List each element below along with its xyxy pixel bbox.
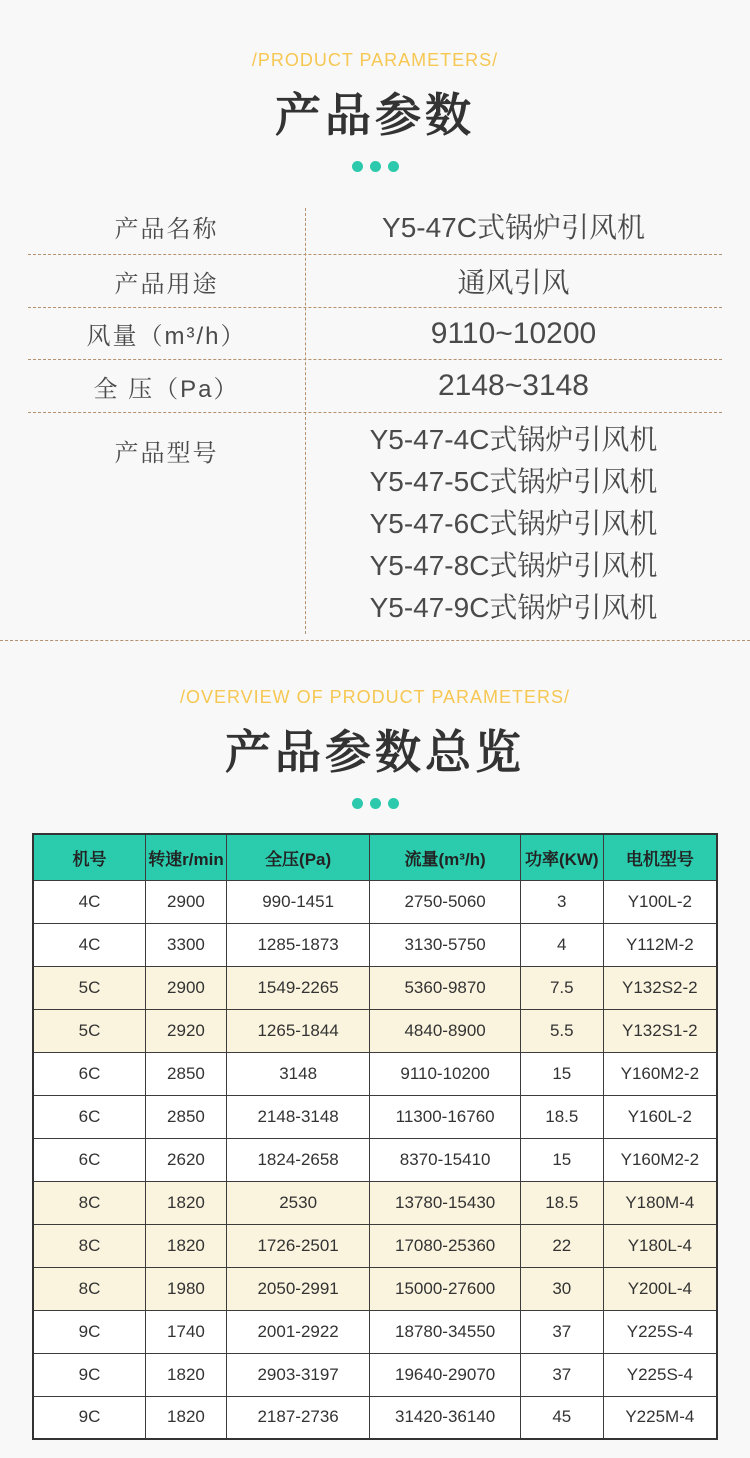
table-cell: 1285-1873	[226, 923, 370, 966]
table-cell: 2001-2922	[226, 1310, 370, 1353]
table-row	[33, 880, 717, 923]
table-cell: 2620	[146, 1138, 227, 1181]
table-cell: 8C	[33, 1267, 146, 1310]
table-cell: 17080-25360	[370, 1224, 521, 1267]
table-cell: 15	[520, 1138, 603, 1181]
product-model: Y5-47-4C式锅炉引风机	[369, 424, 658, 455]
table-cell: 2750-5060	[370, 880, 521, 923]
param-label: 产品用途	[114, 270, 219, 298]
table-cell: 3148	[226, 1052, 370, 1095]
table-cell: 4840-8900	[370, 1009, 521, 1052]
param-row-product-use	[28, 255, 722, 308]
table-header-cell: 全压(Pa)	[226, 834, 370, 880]
param-row-product-name	[28, 198, 722, 255]
section-overview-header	[0, 641, 750, 809]
table-cell: 31420-36140	[370, 1396, 521, 1439]
product-model-list	[305, 413, 722, 629]
table-cell: 2900	[146, 966, 227, 1009]
table-cell: 15	[520, 1052, 603, 1095]
table-cell: 4C	[33, 880, 146, 923]
table-cell: 1980	[146, 1267, 227, 1310]
vertical-dashed-divider	[305, 208, 306, 634]
table-row	[33, 1009, 717, 1052]
table-cell: 18.5	[520, 1181, 603, 1224]
product-model: Y5-47-6C式锅炉引风机	[369, 508, 658, 539]
dot-icon	[352, 798, 363, 809]
accent-dots	[0, 798, 750, 809]
table-row	[33, 966, 717, 1009]
table-row	[33, 1224, 717, 1267]
table-row	[33, 1396, 717, 1439]
table-cell: 11300-16760	[370, 1095, 521, 1138]
dot-icon	[388, 161, 399, 172]
table-row	[33, 1353, 717, 1396]
table-cell: 1740	[146, 1310, 227, 1353]
table-cell: 5C	[33, 1009, 146, 1052]
table-cell: 15000-27600	[370, 1267, 521, 1310]
table-cell: 9C	[33, 1353, 146, 1396]
table-cell: 8370-15410	[370, 1138, 521, 1181]
table-cell: 1820	[146, 1181, 227, 1224]
table-cell: 1820	[146, 1353, 227, 1396]
table-cell: 3	[520, 880, 603, 923]
table-cell: 45	[520, 1396, 603, 1439]
param-value: 2148~3148	[438, 369, 589, 402]
table-row	[33, 1267, 717, 1310]
table-cell: 2530	[226, 1181, 370, 1224]
table-cell: 990-1451	[226, 880, 370, 923]
param-value: 9110~10200	[430, 316, 597, 350]
table-cell: 4	[520, 923, 603, 966]
table-cell: 1549-2265	[226, 966, 370, 1009]
table-cell: 18780-34550	[370, 1310, 521, 1353]
param-value: Y5-47C式锅炉引风机	[382, 212, 645, 243]
table-cell: 6C	[33, 1095, 146, 1138]
table-cell: 37	[520, 1310, 603, 1353]
table-cell: Y160M2-2	[603, 1138, 717, 1181]
table-row	[33, 1095, 717, 1138]
table-row	[33, 1181, 717, 1224]
accent-dots	[0, 161, 750, 172]
eyebrow-product-parameters: /PRODUCT PARAMETERS/	[251, 50, 499, 70]
table-cell: 1824-2658	[226, 1138, 370, 1181]
page-title-product-params: 产品参数	[275, 89, 475, 141]
table-cell: 4C	[33, 923, 146, 966]
table-cell: 2903-3197	[226, 1353, 370, 1396]
table-header-cell: 转速r/min	[146, 834, 227, 880]
table-cell: 2850	[146, 1095, 227, 1138]
table-cell: 5360-9870	[370, 966, 521, 1009]
table-cell: Y160L-2	[603, 1095, 717, 1138]
table-row	[33, 1138, 717, 1181]
table-cell: 30	[520, 1267, 603, 1310]
table-cell: Y225S-4	[603, 1353, 717, 1396]
table-cell: 8C	[33, 1224, 146, 1267]
table-cell: 37	[520, 1353, 603, 1396]
table-cell: 2148-3148	[226, 1095, 370, 1138]
table-cell: Y225S-4	[603, 1310, 717, 1353]
eyebrow-overview: /OVERVIEW OF PRODUCT PARAMETERS/	[179, 687, 571, 707]
table-cell: Y180M-4	[603, 1181, 717, 1224]
product-model: Y5-47-5C式锅炉引风机	[369, 466, 658, 497]
table-cell: 2187-2736	[226, 1396, 370, 1439]
table-row	[33, 923, 717, 966]
table-cell: 2920	[146, 1009, 227, 1052]
table-cell: 1820	[146, 1224, 227, 1267]
table-cell: 9C	[33, 1310, 146, 1353]
table-cell: Y112M-2	[603, 923, 717, 966]
dot-icon	[388, 798, 399, 809]
table-header-cell: 功率(KW)	[520, 834, 603, 880]
table-cell: 2900	[146, 880, 227, 923]
table-cell: 9C	[33, 1396, 146, 1439]
table-cell: 9110-10200	[370, 1052, 521, 1095]
table-cell: 22	[520, 1224, 603, 1267]
param-row-product-models	[28, 413, 722, 640]
product-params-list	[28, 198, 722, 640]
param-label: 风量（m³/h）	[86, 323, 247, 350]
table-cell: Y180L-4	[603, 1224, 717, 1267]
table-cell: 18.5	[520, 1095, 603, 1138]
dot-icon	[352, 161, 363, 172]
section-product-params-header	[0, 0, 750, 172]
table-cell: 3300	[146, 923, 227, 966]
table-cell: 19640-29070	[370, 1353, 521, 1396]
table-row	[33, 1310, 717, 1353]
product-model: Y5-47-8C式锅炉引风机	[369, 550, 658, 581]
table-cell: Y132S2-2	[603, 966, 717, 1009]
product-model: Y5-47-9C式锅炉引风机	[369, 592, 658, 623]
table-header-cell: 机号	[33, 834, 146, 880]
table-cell: 1265-1844	[226, 1009, 370, 1052]
table-cell: Y132S1-2	[603, 1009, 717, 1052]
table-cell: 5C	[33, 966, 146, 1009]
param-label: 产品名称	[114, 215, 219, 243]
table-header-row	[33, 834, 717, 880]
table-cell: 1726-2501	[226, 1224, 370, 1267]
table-header-cell: 电机型号	[603, 834, 717, 880]
table-row	[33, 1052, 717, 1095]
table-cell: 6C	[33, 1138, 146, 1181]
table-cell: 13780-15430	[370, 1181, 521, 1224]
table-cell: 2850	[146, 1052, 227, 1095]
params-table	[32, 833, 718, 1440]
dot-icon	[370, 798, 381, 809]
page-title-overview: 产品参数总览	[225, 726, 525, 778]
param-row-air-volume	[28, 308, 722, 360]
table-cell: Y200L-4	[603, 1267, 717, 1310]
table-cell: Y160M2-2	[603, 1052, 717, 1095]
table-cell: Y225M-4	[603, 1396, 717, 1439]
param-value: 通风引风	[457, 267, 570, 298]
table-cell: 6C	[33, 1052, 146, 1095]
table-cell: Y100L-2	[603, 880, 717, 923]
table-cell: 8C	[33, 1181, 146, 1224]
param-label: 全 压（Pa）	[93, 375, 240, 403]
table-cell: 3130-5750	[370, 923, 521, 966]
table-header-cell: 流量(m³/h)	[370, 834, 521, 880]
param-label: 产品型号	[114, 440, 219, 467]
table-cell: 7.5	[520, 966, 603, 1009]
table-cell: 2050-2991	[226, 1267, 370, 1310]
table-cell: 1820	[146, 1396, 227, 1439]
dot-icon	[370, 161, 381, 172]
param-row-total-pressure	[28, 360, 722, 413]
table-cell: 5.5	[520, 1009, 603, 1052]
